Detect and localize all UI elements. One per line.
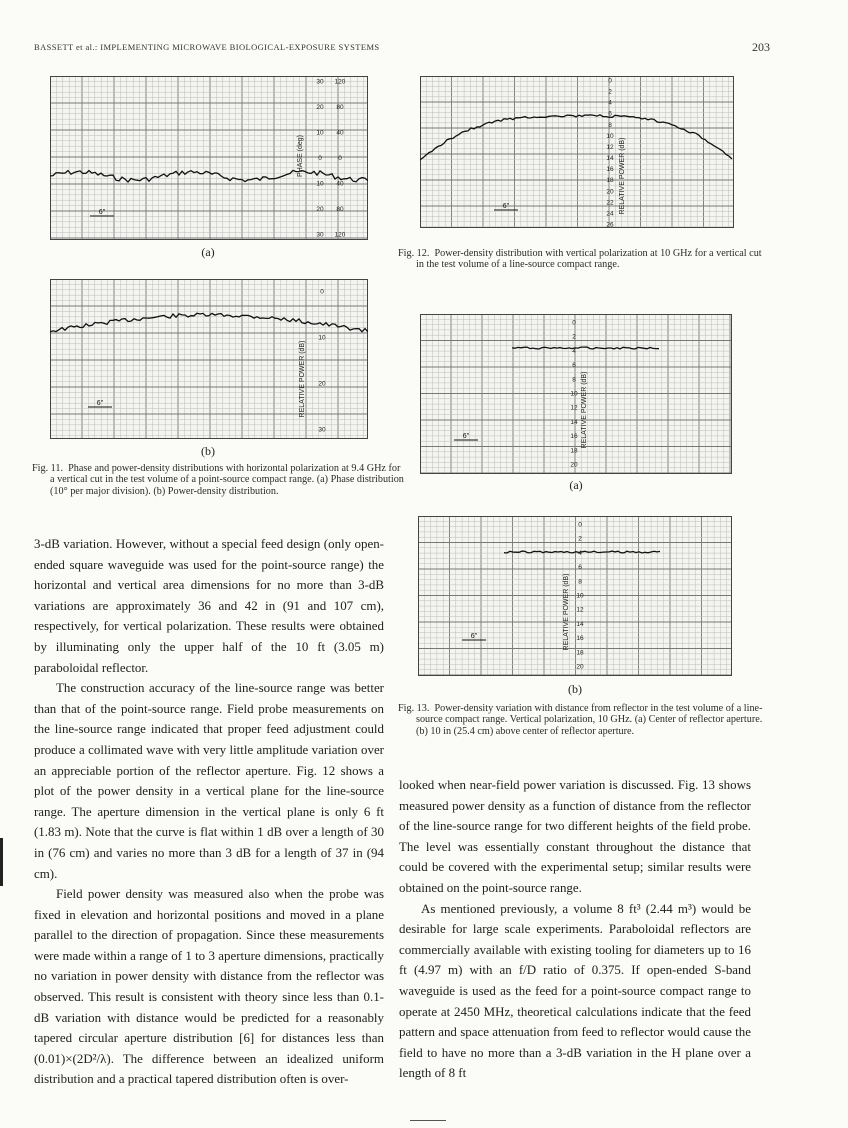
right-paragraph-2: As mentioned previously, a volume 8 ft³ (2.44 m³) would be desirable for large scale experiments. Paraboloidal reflectors are commercially available with existing tooling for diameters up to 16 ft (4.97 m) with an f/D ratio of 0.375. If open-ended S-band waveguide is used as the feed for a point-source compact range to operate at 2450 MHz, theoretical calculations indicate that the feed pattern and space attenuation from feed to reflector would cause the field to have no more than a 3-dB variation in the H plane over a length of 8 ft bbox=[399, 900, 751, 1081]
fig13a-scale: 4 bbox=[572, 347, 576, 355]
fig11b-scale: 20 bbox=[318, 380, 326, 388]
fig11a-scale-left: 10 bbox=[316, 180, 324, 188]
fig12-scale: 12 bbox=[606, 143, 614, 151]
fig11a-scale-right: 40 bbox=[336, 129, 344, 137]
fig11a-scale-right: 40 bbox=[336, 180, 344, 188]
power-trace bbox=[420, 115, 732, 163]
fig13a-scale: 16 bbox=[570, 433, 578, 441]
fig13b-scale: 12 bbox=[576, 606, 584, 614]
fig12-scale: 2 bbox=[608, 88, 612, 96]
fig11a-scale-left: 30 bbox=[316, 78, 324, 86]
fig11a-chart bbox=[50, 76, 368, 240]
fig11-caption-label: Fig. 11. bbox=[32, 463, 64, 474]
plot-frame bbox=[419, 517, 732, 676]
fig11b-chart bbox=[50, 279, 368, 439]
right-column bbox=[399, 775, 751, 1084]
fig11b-scale: 0 bbox=[320, 288, 324, 296]
fig12-scale: 14 bbox=[606, 155, 614, 163]
fig13a-chart bbox=[420, 314, 732, 474]
fig13b-plot bbox=[418, 516, 732, 676]
scale-marker bbox=[88, 400, 112, 407]
fig12-scale: 24 bbox=[606, 210, 614, 218]
marker-label: 6" bbox=[96, 400, 104, 407]
fig11b-label: (b) bbox=[201, 444, 215, 458]
fig11a-scale-right: 120 bbox=[334, 78, 346, 86]
fig13b-axis-label: RELATIVE POWER (dB) bbox=[563, 573, 570, 651]
fig12-plot bbox=[420, 76, 734, 228]
fig11b-plot bbox=[50, 279, 368, 439]
fig12-scale: 26 bbox=[606, 221, 614, 228]
scan-bottom-mark bbox=[410, 1120, 446, 1121]
fig13a-scale: 10 bbox=[570, 390, 578, 398]
fig13a-axis-label: RELATIVE POWER (dB) bbox=[581, 371, 588, 449]
fig12-scale: 6 bbox=[608, 110, 612, 118]
fig13-caption bbox=[398, 703, 770, 737]
scale-marker bbox=[462, 633, 486, 640]
fig13b-scale: 8 bbox=[578, 578, 582, 586]
fig11b-scale: 10 bbox=[318, 334, 326, 342]
fig11a-axis-label: PHASE (deg) bbox=[297, 134, 304, 178]
plot-frame bbox=[421, 77, 734, 228]
running-title: BASSETT et al.: IMPLEMENTING MICROWAVE BIOLOGICAL-EXPOSURE SYSTEMS bbox=[34, 42, 380, 52]
marker-label: 6" bbox=[98, 209, 106, 216]
fig13b-scale: 20 bbox=[576, 663, 584, 671]
fig11a-scale-left: 20 bbox=[316, 104, 324, 111]
grid bbox=[50, 279, 368, 439]
fig12-chart bbox=[420, 76, 734, 228]
fig12-scale: 16 bbox=[606, 166, 614, 174]
fig11a-scale-left: 30 bbox=[316, 231, 324, 239]
fig13b-scale: 2 bbox=[578, 535, 582, 543]
fig11a-plot bbox=[50, 76, 368, 240]
fig11a-label: (a) bbox=[201, 245, 215, 259]
fig13a-scale: 12 bbox=[570, 404, 578, 412]
fig13a-scale: 0 bbox=[572, 319, 576, 327]
fig13b-scale: 0 bbox=[578, 521, 582, 529]
left-paragraph-3: Field power density was measured also when the probe was fixed in elevation and horizontal positions and moved in a plane parallel to the direction of propagation. Since these measurements were made within a range of 1 to 3 aperture dimensions, practically no variation in power density with distance from the reflector was observed. This result is consistent with theory since less than 0.1-dB variation with distance would be predicted for a reasonably tapered circular aperture distribution [6] for distances less than (0.01)×(2D²/λ). The difference between an idealized uniform distribution and a practical tapered distribution often is over- bbox=[34, 886, 384, 1087]
fig12-axis-label: RELATIVE POWER (dB) bbox=[619, 137, 626, 215]
fig13b-label: (b) bbox=[568, 682, 582, 696]
grid bbox=[418, 516, 732, 676]
fig12-scale: 22 bbox=[606, 199, 614, 207]
fig13a-scale: 6 bbox=[572, 362, 576, 370]
fig13b-scale: 14 bbox=[576, 620, 584, 628]
left-column bbox=[34, 534, 384, 1090]
fig11-caption-text: Phase and power-density distributions with horizontal polarization at 9.4 GHz for a vertical cut in the test volume of a point-source compact range. (a) Phase distribution (10° per major division). (b) Power-density distribution. bbox=[50, 463, 404, 497]
fig12-scale: 20 bbox=[606, 188, 614, 196]
scan-edge-mark bbox=[0, 838, 3, 886]
grid bbox=[420, 76, 734, 228]
fig12-scale: 10 bbox=[606, 132, 614, 140]
fig12-caption bbox=[398, 248, 770, 271]
fig13b-scale: 6 bbox=[578, 564, 582, 572]
fig13a-scale: 20 bbox=[570, 461, 578, 469]
fig11a-scale-right: 120 bbox=[334, 231, 346, 239]
marker-label: 6" bbox=[470, 633, 478, 640]
fig13b-scale: 18 bbox=[576, 649, 584, 657]
plot-frame bbox=[51, 280, 368, 439]
fig11-caption bbox=[32, 463, 404, 497]
page-number: 203 bbox=[752, 40, 770, 54]
fig12-scale: 8 bbox=[608, 121, 612, 129]
fig11a-scale-right: 80 bbox=[336, 104, 344, 111]
fig13b-scale: 10 bbox=[576, 592, 584, 600]
left-paragraph-1: 3-dB variation. However, without a special feed design (only open-ended square waveguide was used for the point-source range) the horizontal and vertical area dimensions for no more than 3-dB variations are approximately 36 and 42 in (91 and 107 cm), respectively, for vertical polarization. These results were obtained by illuminating only the upper half of the 10 ft (3.05 m) paraboloidal reflector. bbox=[34, 536, 384, 675]
fig13b-scale: 16 bbox=[576, 635, 584, 643]
marker-label: 6" bbox=[502, 203, 510, 210]
marker-label: 6" bbox=[462, 433, 470, 440]
fig13a-label: (a) bbox=[569, 478, 583, 492]
scale-marker bbox=[90, 209, 114, 216]
power-trace bbox=[50, 313, 368, 332]
right-paragraph-1: looked when near-field power variation is discussed. Fig. 13 shows measured power density as a function of distance from the reflector of the line-source range for two different heights of the field probe. The level was essentially constant throughout the distance that could be covered with the experimental setup; similar results were obtained on the point-source range. bbox=[399, 777, 751, 895]
fig13a-scale: 2 bbox=[572, 333, 576, 341]
fig13-caption-text: Power-density variation with distance from reflector in the test volume of a line-source compact range. Vertical polarization, 10 GHz. (a) Center of reflector aperture. (b) 10 in (25.4 cm) above center of reflector aperture. bbox=[416, 703, 763, 737]
fig11a-scale-right: 0 bbox=[338, 155, 342, 162]
fig13a-scale: 14 bbox=[570, 418, 578, 426]
fig11b-axis-label: RELATIVE POWER (dB) bbox=[299, 340, 306, 418]
fig12-scale: 0 bbox=[608, 77, 612, 85]
fig12-scale: 4 bbox=[608, 99, 612, 107]
fig13a-plot bbox=[420, 314, 732, 474]
fig12-caption-label: Fig. 12. bbox=[398, 248, 430, 259]
fig11a-scale-left: 0 bbox=[318, 155, 322, 162]
fig12-scale: 18 bbox=[606, 177, 614, 185]
fig13-caption-label: Fig. 13. bbox=[398, 703, 430, 714]
fig13b-chart bbox=[418, 516, 732, 676]
fig13a-scale: 18 bbox=[570, 447, 578, 455]
fig13a-scale: 8 bbox=[572, 376, 576, 384]
fig11b-scale: 30 bbox=[318, 426, 326, 434]
fig12-caption-text: Power-density distribution with vertical polarization at 10 GHz for a vertical cut in the test volume of a line-source compact range. bbox=[416, 248, 762, 271]
fig11a-scale-left: 10 bbox=[316, 129, 324, 137]
fig11a-scale-right: 80 bbox=[336, 206, 344, 213]
scale-marker bbox=[454, 433, 478, 440]
left-paragraph-2: The construction accuracy of the line-source range was better than that of the point-source range. Field probe measurements on the line-source range indicated that proper feed adjustment could produce a collimated wave with very little amplitude variation over an appreciable portion of the reflector aperture. Fig. 12 shows a plot of the power density in a vertical plane for the line-source range. The aperture dimension in the vertical plane is only 6 ft (1.83 m). Note that the curve is flat within 1 dB over a length of 30 in (76 cm) and varies no more than 3 dB for a length of 37 in (94 cm). bbox=[34, 680, 384, 881]
fig13b-scale: 4 bbox=[578, 549, 582, 557]
fig11a-scale-left: 20 bbox=[316, 206, 324, 213]
